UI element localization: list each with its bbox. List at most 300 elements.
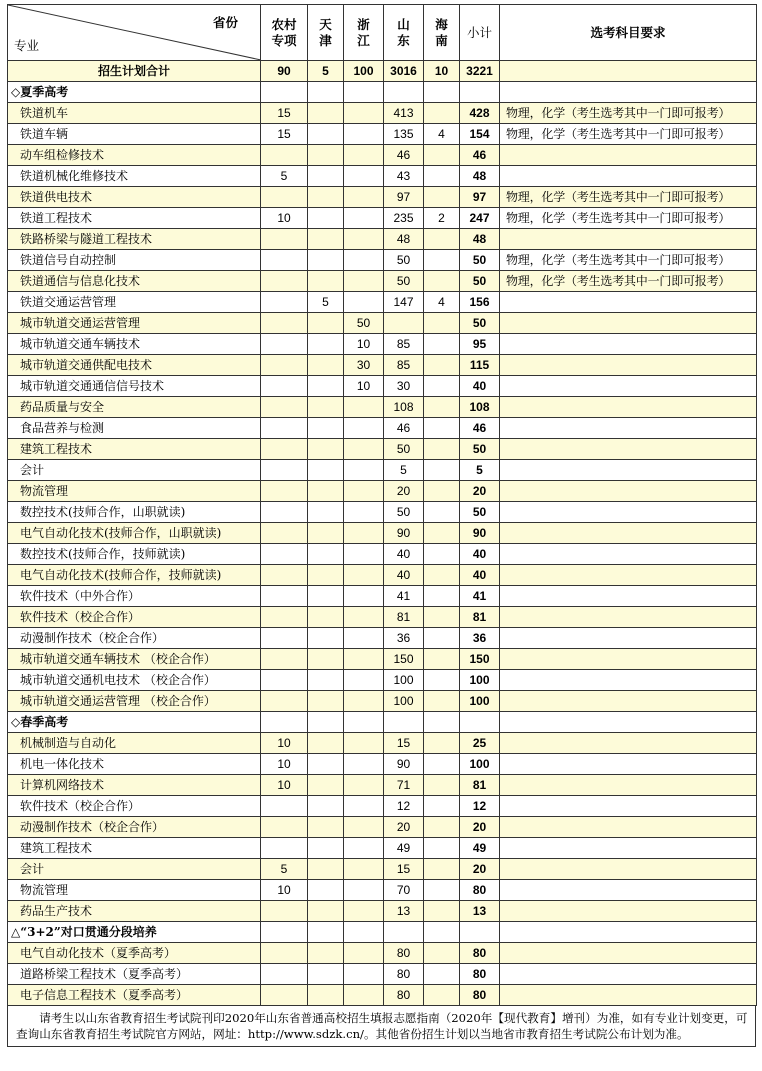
quota-cell (424, 628, 460, 649)
total-row (8, 61, 757, 82)
quota-cell (424, 670, 460, 691)
quota-cell: 90 (384, 754, 424, 775)
requirement-cell (500, 334, 757, 355)
col-label: 天津 (319, 16, 332, 48)
quota-cell (424, 817, 460, 838)
major-name: 物流管理 (8, 481, 261, 502)
section-title: △“3+2”对口贯通分段培养 (8, 922, 261, 943)
quota-cell (344, 775, 384, 796)
subtotal-cell: 156 (460, 292, 500, 313)
empty-cell (308, 82, 344, 103)
major-name: 会计 (8, 859, 261, 880)
empty-cell (500, 922, 757, 943)
quota-cell (424, 418, 460, 439)
requirement-cell: 物理，化学（考生选考其中一门即可报考） (500, 124, 757, 145)
quota-cell: 50 (384, 502, 424, 523)
section-row (8, 922, 757, 943)
requirement-cell (500, 376, 757, 397)
quota-cell: 10 (261, 775, 308, 796)
subtotal-cell: 50 (460, 313, 500, 334)
quota-cell: 15 (384, 859, 424, 880)
total-label: 招生计划合计 (8, 61, 261, 82)
table-row (8, 439, 757, 460)
quota-cell (424, 754, 460, 775)
total-value: 10 (424, 61, 460, 82)
quota-cell (344, 817, 384, 838)
quota-cell (308, 250, 344, 271)
subtotal-cell: 49 (460, 838, 500, 859)
quota-cell (261, 187, 308, 208)
subtotal-cell: 25 (460, 733, 500, 754)
major-name: 软件技术（中外合作） (8, 586, 261, 607)
quota-cell: 5 (384, 460, 424, 481)
table-row (8, 208, 757, 229)
quota-cell (308, 691, 344, 712)
subtotal-cell: 80 (460, 943, 500, 964)
major-name: 城市轨道交通通信信号技术 (8, 376, 261, 397)
total-value: 3221 (460, 61, 500, 82)
requirement-cell (500, 964, 757, 985)
requirement-cell (500, 691, 757, 712)
major-name: 软件技术（校企合作） (8, 796, 261, 817)
major-name: 铁道车辆 (8, 124, 261, 145)
quota-cell (308, 166, 344, 187)
quota-cell (424, 586, 460, 607)
requirement-cell (500, 565, 757, 586)
subtotal-cell: 50 (460, 439, 500, 460)
diagonal-line (8, 5, 261, 60)
quota-cell (344, 943, 384, 964)
major-name: 动漫制作技术（校企合作） (8, 628, 261, 649)
quota-cell (308, 733, 344, 754)
quota-cell: 235 (384, 208, 424, 229)
requirement-cell (500, 229, 757, 250)
section-title: ◇春季高考 (8, 712, 261, 733)
subtotal-cell: 115 (460, 355, 500, 376)
subtotal-cell: 46 (460, 418, 500, 439)
table-row (8, 544, 757, 565)
empty-cell (344, 922, 384, 943)
quota-cell: 15 (261, 103, 308, 124)
quota-cell (424, 838, 460, 859)
quota-cell: 41 (384, 586, 424, 607)
empty-cell (500, 712, 757, 733)
quota-cell (261, 481, 308, 502)
col-label: 农村专项 (271, 16, 297, 48)
subtotal-cell: 80 (460, 880, 500, 901)
quota-cell (308, 355, 344, 376)
quota-cell (344, 166, 384, 187)
quota-cell (344, 481, 384, 502)
quota-cell (344, 124, 384, 145)
requirement-cell (500, 481, 757, 502)
major-name: 铁道机车 (8, 103, 261, 124)
quota-cell: 5 (261, 166, 308, 187)
quota-cell (261, 817, 308, 838)
quota-cell (308, 502, 344, 523)
quota-cell (308, 313, 344, 334)
major-name: 铁道机械化维修技术 (8, 166, 261, 187)
empty-cell (460, 712, 500, 733)
quota-cell (261, 313, 308, 334)
quota-cell (344, 502, 384, 523)
quota-cell (308, 523, 344, 544)
requirement-cell (500, 649, 757, 670)
quota-cell (261, 460, 308, 481)
quota-cell (424, 880, 460, 901)
quota-cell (308, 607, 344, 628)
requirement-cell (500, 460, 757, 481)
quota-cell (424, 481, 460, 502)
province-label: 省份 (212, 15, 238, 30)
subtotal-cell: 150 (460, 649, 500, 670)
quota-cell: 10 (344, 334, 384, 355)
quota-cell (424, 985, 460, 1006)
quota-cell: 10 (261, 754, 308, 775)
quota-cell (344, 397, 384, 418)
quota-cell (308, 775, 344, 796)
subtotal-cell: 80 (460, 964, 500, 985)
empty-cell (384, 922, 424, 943)
requirement-cell: 物理，化学（考生选考其中一门即可报考） (500, 187, 757, 208)
major-name: 铁道信号自动控制 (8, 250, 261, 271)
table-row (8, 565, 757, 586)
requirement-cell (500, 754, 757, 775)
quota-cell (424, 460, 460, 481)
requirement-cell (500, 733, 757, 754)
quota-cell (424, 229, 460, 250)
quota-cell (261, 649, 308, 670)
quota-cell: 46 (384, 418, 424, 439)
quota-cell (308, 334, 344, 355)
table-row (8, 460, 757, 481)
quota-cell (424, 376, 460, 397)
quota-cell (344, 880, 384, 901)
quota-cell: 13 (384, 901, 424, 922)
footnote: 请考生以山东省教育招生考试院刊印2020年山东省普通高校招生填报志愿指南（2020年【现代教育】增刊）为准，如有专业计划变更，可查询山东省教育招生考试院官方网站，网址：http://www.sdzk.cn/。其他省份招生计划以当地省市教育招生考试院公布计划为准。 (7, 1006, 756, 1047)
major-name: 建筑工程技术 (8, 838, 261, 859)
table-row (8, 754, 757, 775)
empty-cell (261, 82, 308, 103)
quota-cell (424, 649, 460, 670)
quota-cell (424, 334, 460, 355)
section-row (8, 82, 757, 103)
quota-cell (424, 145, 460, 166)
subtotal-cell: 40 (460, 376, 500, 397)
quota-cell (344, 460, 384, 481)
requirement-cell: 物理，化学（考生选考其中一门即可报考） (500, 250, 757, 271)
requirement-cell (500, 166, 757, 187)
subtotal-cell: 90 (460, 523, 500, 544)
quota-cell: 85 (384, 334, 424, 355)
quota-cell (424, 103, 460, 124)
quota-cell (308, 754, 344, 775)
subtotal-cell: 48 (460, 229, 500, 250)
subtotal-cell: 13 (460, 901, 500, 922)
subtotal-cell: 154 (460, 124, 500, 145)
quota-cell (344, 439, 384, 460)
quota-cell: 48 (384, 229, 424, 250)
quota-cell (261, 838, 308, 859)
quota-cell: 20 (384, 481, 424, 502)
section-title: ◇夏季高考 (8, 82, 261, 103)
table-row (8, 901, 757, 922)
diagonal-header-cell (8, 5, 261, 61)
table-row (8, 187, 757, 208)
col-hainan (424, 5, 460, 61)
subtotal-cell: 81 (460, 607, 500, 628)
quota-cell (308, 103, 344, 124)
quota-cell (308, 649, 344, 670)
col-subtotal (460, 5, 500, 61)
quota-cell: 10 (261, 733, 308, 754)
subtotal-cell: 247 (460, 208, 500, 229)
quota-cell (261, 901, 308, 922)
major-name: 会计 (8, 460, 261, 481)
requirement-cell (500, 586, 757, 607)
subtotal-cell: 41 (460, 586, 500, 607)
table-row (8, 943, 757, 964)
quota-cell (308, 964, 344, 985)
table-row (8, 838, 757, 859)
subtotal-cell: 20 (460, 481, 500, 502)
quota-cell (261, 355, 308, 376)
quota-cell: 135 (384, 124, 424, 145)
quota-cell (424, 964, 460, 985)
table-row (8, 607, 757, 628)
quota-cell (308, 565, 344, 586)
major-name: 动漫制作技术（校企合作） (8, 817, 261, 838)
quota-cell: 10 (261, 880, 308, 901)
requirement-cell (500, 607, 757, 628)
major-name: 机械制造与自动化 (8, 733, 261, 754)
quota-cell (344, 607, 384, 628)
quota-cell (308, 208, 344, 229)
empty-cell (308, 712, 344, 733)
major-name: 软件技术（校企合作） (8, 607, 261, 628)
total-value: 5 (308, 61, 344, 82)
requirement-cell (500, 838, 757, 859)
quota-cell (344, 754, 384, 775)
quota-cell (261, 670, 308, 691)
requirement-cell (500, 943, 757, 964)
requirement-cell (500, 901, 757, 922)
requirement-cell (500, 397, 757, 418)
quota-cell (424, 544, 460, 565)
quota-cell (344, 691, 384, 712)
quota-cell (424, 859, 460, 880)
quota-cell (424, 250, 460, 271)
quota-cell (261, 292, 308, 313)
empty-cell (384, 82, 424, 103)
quota-cell (308, 859, 344, 880)
quota-cell (424, 439, 460, 460)
subtotal-cell: 5 (460, 460, 500, 481)
col-label: 选考科目要求 (590, 24, 666, 40)
quota-cell: 5 (261, 859, 308, 880)
col-label: 小计 (466, 24, 492, 40)
quota-cell: 36 (384, 628, 424, 649)
table-row (8, 985, 757, 1006)
quota-cell: 50 (384, 439, 424, 460)
quota-cell (261, 964, 308, 985)
major-name: 道路桥梁工程技术（夏季高考） (8, 964, 261, 985)
quota-cell (424, 691, 460, 712)
quota-cell (344, 292, 384, 313)
quota-cell (308, 796, 344, 817)
major-name: 计算机网络技术 (8, 775, 261, 796)
quota-cell: 97 (384, 187, 424, 208)
quota-cell (261, 607, 308, 628)
quota-cell: 71 (384, 775, 424, 796)
quota-cell (424, 523, 460, 544)
requirement-cell: 物理，化学（考生选考其中一门即可报考） (500, 103, 757, 124)
quota-cell: 70 (384, 880, 424, 901)
empty-cell (344, 82, 384, 103)
requirement-cell (500, 985, 757, 1006)
empty-cell (261, 922, 308, 943)
quota-cell (308, 124, 344, 145)
quota-cell (344, 187, 384, 208)
quota-cell (344, 208, 384, 229)
col-zhejiang (344, 5, 384, 61)
empty-cell (344, 712, 384, 733)
quota-cell (344, 271, 384, 292)
quota-cell: 50 (384, 271, 424, 292)
total-requirement (500, 61, 757, 82)
table-row (8, 796, 757, 817)
quota-cell (344, 838, 384, 859)
quota-cell (261, 229, 308, 250)
quota-cell (261, 985, 308, 1006)
quota-cell (261, 943, 308, 964)
quota-cell (308, 901, 344, 922)
quota-cell: 50 (344, 313, 384, 334)
major-name: 铁道供电技术 (8, 187, 261, 208)
quota-cell (308, 145, 344, 166)
table-row (8, 271, 757, 292)
table-row (8, 964, 757, 985)
requirement-cell (500, 439, 757, 460)
quota-cell (261, 544, 308, 565)
table-row (8, 313, 757, 334)
table-row (8, 817, 757, 838)
quota-cell (424, 355, 460, 376)
table-row (8, 418, 757, 439)
major-label: 专业 (14, 38, 40, 53)
quota-cell (424, 607, 460, 628)
requirement-cell (500, 523, 757, 544)
major-name: 药品生产技术 (8, 901, 261, 922)
col-label: 山东 (397, 16, 410, 48)
quota-cell (344, 859, 384, 880)
quota-cell (344, 985, 384, 1006)
requirement-cell (500, 544, 757, 565)
major-name: 城市轨道交通机电技术 （校企合作） (8, 670, 261, 691)
subtotal-cell: 100 (460, 670, 500, 691)
major-name: 城市轨道交通运营管理 （校企合作） (8, 691, 261, 712)
requirement-cell (500, 355, 757, 376)
table-row (8, 523, 757, 544)
empty-cell (460, 922, 500, 943)
table-row (8, 733, 757, 754)
table-row (8, 691, 757, 712)
empty-cell (424, 922, 460, 943)
subtotal-cell: 97 (460, 187, 500, 208)
requirement-cell (500, 775, 757, 796)
quota-cell: 15 (261, 124, 308, 145)
table-row (8, 229, 757, 250)
major-name: 铁道通信与信息化技术 (8, 271, 261, 292)
quota-cell: 15 (384, 733, 424, 754)
quota-cell (344, 649, 384, 670)
quota-cell: 80 (384, 985, 424, 1006)
major-name: 城市轨道交通供配电技术 (8, 355, 261, 376)
quota-cell (344, 229, 384, 250)
quota-cell (261, 691, 308, 712)
quota-cell (308, 187, 344, 208)
quota-cell: 40 (384, 544, 424, 565)
table-row (8, 859, 757, 880)
quota-cell (344, 628, 384, 649)
quota-cell (344, 544, 384, 565)
quota-cell (261, 271, 308, 292)
enrollment-plan (7, 4, 756, 1047)
major-name: 食品营养与检测 (8, 418, 261, 439)
major-name: 机电一体化技术 (8, 754, 261, 775)
quota-cell: 30 (384, 376, 424, 397)
subtotal-cell: 100 (460, 691, 500, 712)
requirement-cell (500, 292, 757, 313)
quota-cell: 50 (384, 250, 424, 271)
empty-cell (500, 82, 757, 103)
quota-cell (424, 943, 460, 964)
table-row (8, 124, 757, 145)
quota-cell (261, 565, 308, 586)
col-rural (261, 5, 308, 61)
quota-cell (424, 313, 460, 334)
quota-cell: 81 (384, 607, 424, 628)
table-row (8, 586, 757, 607)
table-row (8, 166, 757, 187)
quota-cell (308, 229, 344, 250)
quota-cell: 20 (384, 817, 424, 838)
quota-cell (308, 628, 344, 649)
subtotal-cell: 81 (460, 775, 500, 796)
quota-cell (424, 775, 460, 796)
quota-cell (261, 586, 308, 607)
subtotal-cell: 50 (460, 502, 500, 523)
major-name: 电气自动化技术(技师合作，山职就读) (8, 523, 261, 544)
table-row (8, 628, 757, 649)
table-row (8, 502, 757, 523)
quota-cell (344, 145, 384, 166)
quota-cell: 100 (384, 691, 424, 712)
quota-cell: 150 (384, 649, 424, 670)
quota-cell (308, 418, 344, 439)
quota-cell (261, 502, 308, 523)
empty-cell (308, 922, 344, 943)
table-row (8, 292, 757, 313)
quota-cell (308, 985, 344, 1006)
quota-cell (308, 544, 344, 565)
quota-cell: 40 (384, 565, 424, 586)
quota-cell (384, 313, 424, 334)
subtotal-cell: 50 (460, 271, 500, 292)
quota-cell (308, 880, 344, 901)
requirement-cell (500, 817, 757, 838)
major-name: 数控技术(技师合作，技师就读) (8, 544, 261, 565)
